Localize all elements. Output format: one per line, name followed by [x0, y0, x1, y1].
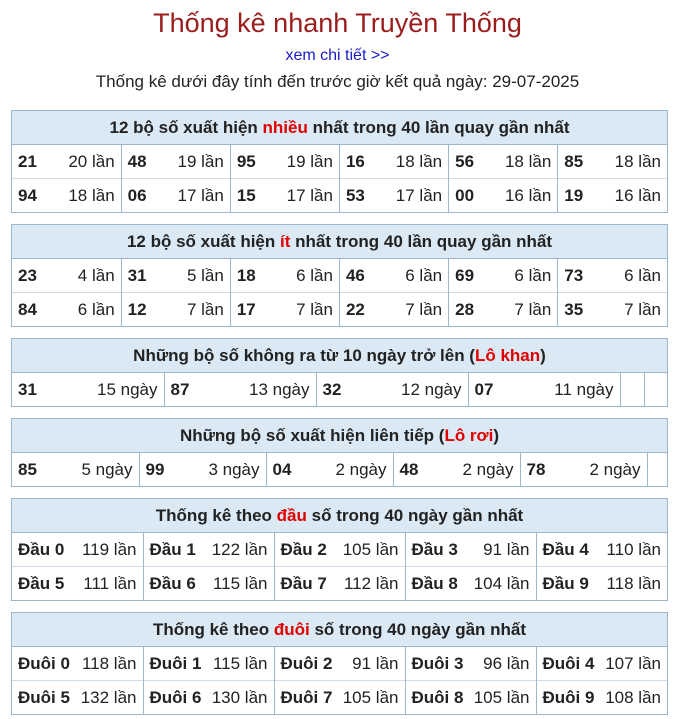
stat-number: 12 — [127, 299, 147, 319]
stat-number: Đầu 9 — [542, 573, 589, 593]
stat-number: Đuôi 3 — [411, 653, 464, 673]
stat-cell — [274, 533, 405, 567]
stat-cell — [316, 373, 468, 406]
least-frequent-section — [11, 224, 668, 327]
stat-count: 7 lần — [296, 299, 333, 319]
stat-cell — [339, 179, 448, 213]
stat-cell — [558, 179, 667, 213]
lo-khan-section — [11, 338, 668, 407]
stat-number: Đầu 5 — [18, 573, 65, 593]
stat-count: 5 lần — [186, 265, 224, 285]
stat-number: Đuôi 7 — [280, 687, 333, 707]
stat-count: 115 lần — [212, 573, 268, 593]
stat-number: 19 — [564, 185, 584, 205]
heading-highlight: ít — [280, 232, 291, 251]
stat-count: 20 lần — [68, 151, 115, 171]
stat-count: 107 lần — [605, 653, 661, 673]
stat-number: 18 — [236, 265, 256, 285]
stat-number: Đuôi 9 — [542, 687, 595, 707]
stat-count: 12 ngày — [401, 379, 462, 399]
stat-number: Đuôi 8 — [411, 687, 464, 707]
stat-cell — [405, 533, 536, 567]
stat-count: 7 lần — [514, 299, 552, 319]
stat-cell — [12, 179, 121, 213]
stat-count: 105 lần — [342, 687, 399, 707]
stat-cell — [12, 293, 121, 327]
table-row — [12, 145, 667, 179]
stat-cell — [339, 293, 448, 327]
stat-count: 112 lần — [343, 573, 399, 593]
stat-cell — [536, 681, 667, 715]
stat-count: 111 lần — [83, 573, 137, 593]
stat-count: 118 lần — [81, 653, 137, 673]
stat-count: 105 lần — [473, 687, 530, 707]
lo-roi-table — [12, 453, 669, 486]
stat-cell — [12, 533, 143, 567]
heading-text: 12 bộ số xuất hiện — [126, 232, 280, 251]
stat-cell — [12, 453, 139, 486]
lo-khan-table — [12, 373, 668, 406]
view-details-link[interactable]: xem chi tiết >> — [285, 47, 390, 64]
stat-number: 22 — [345, 299, 365, 319]
lo-roi-section — [11, 418, 668, 487]
heading-text: nhất trong 40 lần quay gần nhất — [307, 118, 570, 137]
stat-number: 16 — [345, 151, 365, 171]
stat-number: 32 — [322, 379, 342, 399]
stat-number: Đầu 4 — [542, 539, 589, 559]
stat-number: 07 — [474, 379, 494, 399]
stat-count: 16 lần — [614, 185, 661, 205]
stat-cell — [274, 681, 405, 715]
stat-cell — [230, 259, 339, 293]
stat-count: 2 ngày — [335, 459, 387, 479]
stat-count: 104 lần — [473, 573, 530, 593]
section-heading — [12, 613, 667, 647]
heading-text: số trong 40 ngày gần nhất — [306, 506, 524, 525]
stat-cell — [143, 681, 274, 715]
stat-number: 69 — [455, 265, 475, 285]
stat-cell — [143, 533, 274, 567]
stat-cell — [558, 293, 667, 327]
heading-text: Những bộ số xuất hiện liên tiếp ( — [179, 426, 445, 445]
stat-cell — [143, 567, 274, 601]
stat-number: Đầu 7 — [280, 573, 327, 593]
heading-text: Những bộ số không ra từ 10 ngày trở lên ( — [133, 346, 475, 365]
section-heading — [12, 339, 667, 373]
stat-count: 6 lần — [77, 299, 115, 319]
stat-count: 13 ngày — [249, 379, 310, 399]
stat-number: 56 — [455, 151, 475, 171]
section-heading — [12, 419, 667, 453]
stat-count: 17 lần — [395, 185, 443, 205]
stat-number: 85 — [564, 151, 584, 171]
stat-number: 35 — [564, 299, 584, 319]
stat-cell — [558, 145, 667, 179]
stat-count: 18 lần — [614, 151, 661, 171]
page-title: Thống kê nhanh Truyền Thống — [153, 8, 522, 38]
stat-number: Đuôi 4 — [542, 653, 595, 673]
heading-highlight: nhiều — [262, 118, 308, 137]
table-row — [12, 567, 667, 601]
stat-number: 06 — [127, 185, 147, 205]
stat-cell — [558, 259, 667, 293]
table-row — [12, 453, 669, 486]
stat-count: 6 lần — [514, 265, 552, 285]
stat-cell — [121, 293, 230, 327]
heading-text: Thống kê theo — [152, 620, 274, 639]
stat-cell — [536, 647, 667, 681]
page-subtitle: Thống kê dưới đây tính đến trước giờ kết quả ngày: 29-07-2025 — [95, 72, 580, 91]
stat-cell — [339, 259, 448, 293]
stat-number: 84 — [18, 299, 37, 319]
stat-count: 2 ngày — [462, 459, 514, 479]
stat-cell — [121, 259, 230, 293]
stat-number: 94 — [18, 185, 37, 205]
stat-cell — [449, 179, 558, 213]
table-row — [12, 681, 667, 715]
heading-text: Thống kê theo — [155, 506, 277, 525]
stat-count: 122 lần — [211, 539, 268, 559]
stat-number: 31 — [127, 265, 147, 285]
stat-count: 2 ngày — [589, 459, 641, 479]
duoi-section — [11, 612, 668, 715]
stat-count: 11 ngày — [554, 379, 614, 399]
stat-count: 6 lần — [624, 265, 661, 285]
stat-number: Đầu 3 — [411, 539, 458, 559]
stat-count: 110 lần — [606, 539, 661, 559]
least-frequent-table — [12, 259, 667, 326]
section-heading — [12, 111, 667, 145]
stat-cell — [12, 373, 164, 406]
empty-cell — [644, 373, 668, 406]
stat-number: Đầu 1 — [149, 539, 196, 559]
stat-number: 78 — [526, 459, 546, 479]
stat-count: 7 lần — [624, 299, 661, 319]
section-heading — [12, 225, 667, 259]
table-row — [12, 533, 667, 567]
dau-table — [12, 533, 667, 600]
stat-count: 5 ngày — [81, 459, 133, 479]
stat-count: 115 lần — [212, 653, 268, 673]
stat-cell — [12, 145, 121, 179]
stat-count: 19 lần — [177, 151, 224, 171]
stat-count: 119 lần — [81, 539, 137, 559]
stat-count: 17 lần — [286, 185, 333, 205]
stat-number: 17 — [236, 299, 256, 319]
stat-number: 53 — [345, 185, 365, 205]
table-row — [12, 259, 667, 293]
stat-number: 23 — [18, 265, 37, 285]
heading-text: 12 bộ số xuất hiện — [109, 118, 263, 137]
stat-count: 6 lần — [296, 265, 333, 285]
stat-cell — [536, 567, 667, 601]
stat-cell — [274, 647, 405, 681]
stat-cell — [405, 647, 536, 681]
stat-cell — [405, 681, 536, 715]
stat-cell — [520, 453, 647, 486]
stat-cell — [405, 567, 536, 601]
stat-number: 48 — [399, 459, 419, 479]
stat-cell — [164, 373, 316, 406]
table-row — [12, 647, 667, 681]
heading-text: ) — [540, 346, 546, 365]
stat-count: 7 lần — [186, 299, 224, 319]
stat-number: 00 — [455, 185, 475, 205]
stat-number: 99 — [145, 459, 165, 479]
table-row — [12, 179, 667, 213]
stat-count: 130 lần — [211, 687, 268, 707]
stat-number: Đầu 8 — [411, 573, 458, 593]
heading-text: số trong 40 ngày gần nhất — [309, 620, 527, 639]
stat-number: Đầu 6 — [149, 573, 196, 593]
stat-count: 4 lần — [77, 265, 115, 285]
stat-cell — [393, 453, 520, 486]
stat-count: 15 ngày — [97, 379, 158, 399]
stat-cell — [339, 145, 448, 179]
stat-cell — [266, 453, 393, 486]
heading-text: nhất trong 40 lần quay gần nhất — [290, 232, 553, 251]
duoi-table — [12, 647, 667, 714]
stat-cell — [449, 259, 558, 293]
heading-highlight: Lô khan — [474, 346, 541, 365]
stat-count: 18 lần — [504, 151, 552, 171]
dau-section — [11, 498, 668, 601]
stat-number: 15 — [236, 185, 256, 205]
stat-count: 108 lần — [605, 687, 661, 707]
stat-cell — [449, 145, 558, 179]
stat-number: 95 — [236, 151, 256, 171]
stat-count: 105 lần — [342, 539, 399, 559]
stat-cell — [536, 533, 667, 567]
stat-number: Đầu 0 — [18, 539, 65, 559]
heading-highlight: đầu — [276, 506, 307, 525]
empty-cell — [620, 373, 644, 406]
stat-number: 48 — [127, 151, 147, 171]
stat-count: 91 lần — [352, 653, 399, 673]
stat-cell — [468, 373, 620, 406]
stat-count: 118 lần — [606, 573, 661, 593]
heading-highlight: đuôi — [273, 620, 310, 639]
stat-number: 85 — [18, 459, 37, 479]
stat-number: Đuôi 5 — [18, 687, 70, 707]
stat-number: 31 — [18, 379, 37, 399]
stat-count: 18 lần — [68, 185, 115, 205]
stat-cell — [12, 567, 143, 601]
table-row — [12, 373, 668, 406]
stat-count: 91 lần — [483, 539, 530, 559]
stat-number: Đuôi 0 — [18, 653, 70, 673]
stat-cell — [230, 293, 339, 327]
stat-cell — [230, 145, 339, 179]
stat-count: 16 lần — [504, 185, 552, 205]
stat-count: 7 lần — [405, 299, 443, 319]
stat-number: Đuôi 1 — [149, 653, 202, 673]
table-row — [12, 293, 667, 327]
stat-count: 17 lần — [177, 185, 224, 205]
stat-cell — [143, 647, 274, 681]
stat-number: 28 — [455, 299, 475, 319]
empty-cell — [647, 453, 669, 486]
stat-cell — [274, 567, 405, 601]
most-frequent-table — [12, 145, 667, 212]
stat-number: 46 — [345, 265, 365, 285]
stat-count: 18 lần — [395, 151, 443, 171]
heading-highlight: Lô rơi — [444, 426, 494, 445]
stat-cell — [121, 145, 230, 179]
stat-count: 19 lần — [286, 151, 333, 171]
stat-count: 3 ngày — [208, 459, 260, 479]
stat-number: 73 — [564, 265, 584, 285]
stat-cell — [12, 681, 143, 715]
stat-cell — [139, 453, 266, 486]
stat-number: 04 — [272, 459, 292, 479]
stat-count: 96 lần — [483, 653, 530, 673]
stat-cell — [12, 647, 143, 681]
stat-cell — [121, 179, 230, 213]
stat-count: 6 lần — [405, 265, 443, 285]
stat-cell — [230, 179, 339, 213]
stat-number: Đầu 2 — [280, 539, 327, 559]
stat-number: Đuôi 6 — [149, 687, 202, 707]
stat-number: 21 — [18, 151, 37, 171]
stat-cell — [449, 293, 558, 327]
stat-count: 132 lần — [80, 687, 137, 707]
stat-number: Đuôi 2 — [280, 653, 333, 673]
heading-text: ) — [493, 426, 500, 445]
stat-number: 87 — [170, 379, 190, 399]
most-frequent-section — [11, 110, 668, 213]
stat-cell — [12, 259, 121, 293]
section-heading — [12, 499, 667, 533]
